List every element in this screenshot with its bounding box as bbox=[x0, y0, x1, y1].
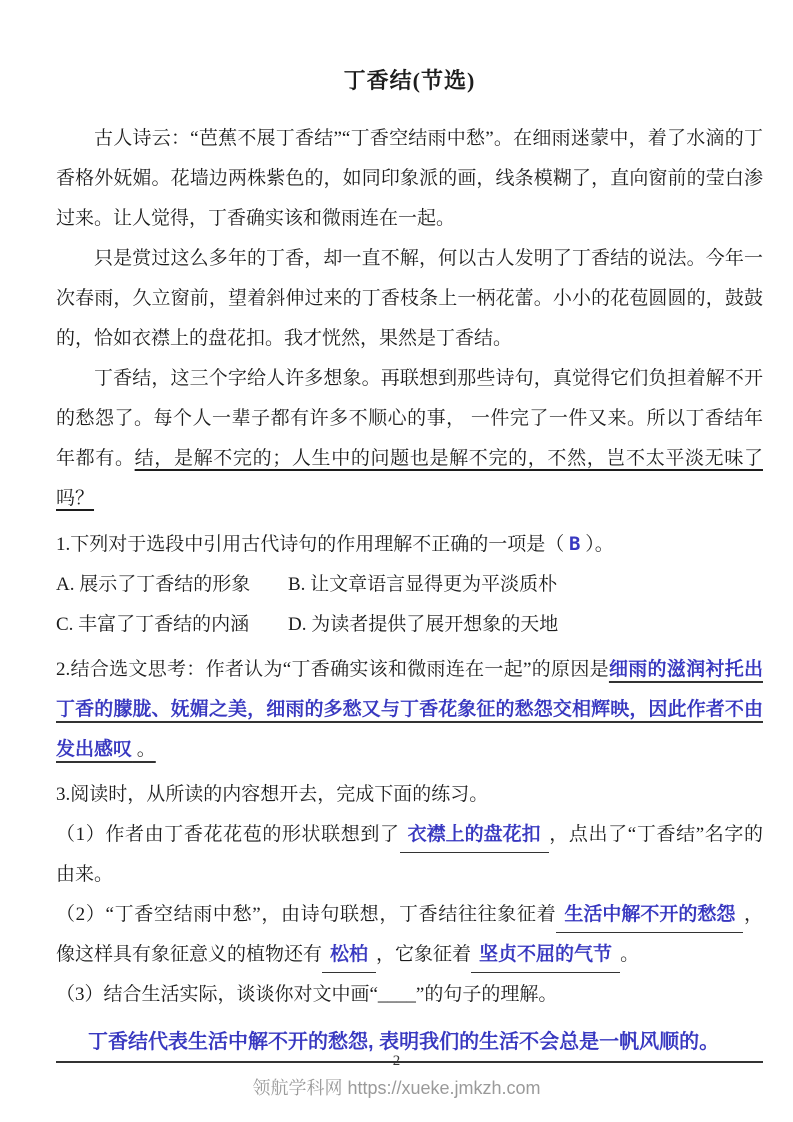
passage-paragraph-1: 古人诗云：“芭蕉不展丁香结”“丁香空结雨中愁”。在细雨迷蒙中，着了水滴的丁香格外妩媚。花墙边两株紫色的，如同印象派的画，线条模糊了，直向窗前的莹白渗过来。让人觉得，丁香确实该和微雨连在一起。 bbox=[56, 128, 763, 229]
watermark-text: 领航学科网 https://xueke.jmkzh.com bbox=[252, 1078, 541, 1098]
page-title: 丁香结(节选) bbox=[343, 68, 476, 93]
question-1-options-row-2 bbox=[56, 605, 763, 645]
question-3-sub-1-prefix: （1）作者由丁香花花苞的形状联想到了 bbox=[56, 824, 400, 845]
question-1-option-c: C. 丰富了丁香结的内涵 bbox=[56, 614, 250, 635]
question-3-sub-2 bbox=[56, 895, 763, 975]
question-3-sub-2-mid-2: ，它象征着 bbox=[376, 944, 472, 965]
question-3-sub-3-answer: 丁香结代表生活中解不开的愁怨, 表明我们的生活不会总是一帆风顺的。 bbox=[88, 1031, 720, 1053]
question-3-sub-3: （3）结合生活实际，谈谈你对文中画“____”的句子的理解。 bbox=[56, 984, 558, 1005]
question-1-stem-text: 1.下列对于选段中引用古代诗句的作用理解不正确的一项是（ bbox=[56, 534, 565, 555]
question-3-sub-2-blank-1 bbox=[556, 898, 743, 933]
passage-underlined-sentence: 结，是解不完的；人生中的问题也是解不完的，不然，岂不太平淡无味了吗？ bbox=[56, 448, 763, 509]
question-3-sub-2-answer-2: 松柏 bbox=[330, 944, 369, 965]
question-2-answer: 细雨的滋润衬托出丁香的朦胧、妩媚之美，细雨的多愁又与丁香花象征的愁怨交相辉映，因此作者不由发出感叹 bbox=[56, 659, 763, 760]
question-3-sub-2-mid-1: ，像这样具有象征意义的植物还有 bbox=[56, 904, 763, 965]
question-3-sub-2-blank-2 bbox=[322, 938, 376, 973]
question-3-sub-1-suffix: ，点出了“丁香结”名字的由来。 bbox=[56, 824, 763, 885]
question-3-sub-2-answer-1: 生活中解不开的愁怨 bbox=[564, 904, 736, 925]
question-1-option-d: D. 为读者提供了展开想象的天地 bbox=[288, 614, 559, 635]
question-1-option-a: A. 展示了丁香结的形象 bbox=[56, 574, 251, 595]
question-3-sub-1 bbox=[56, 815, 763, 895]
question-3-sub-2-blank-3 bbox=[471, 938, 620, 973]
question-1-option-b: B. 让文章语言显得更为平淡质朴 bbox=[288, 574, 558, 595]
question-1-stem-suffix: ）。 bbox=[585, 534, 614, 555]
page-number: 2 bbox=[392, 1053, 401, 1069]
question-3-sub-1-blank bbox=[400, 818, 549, 853]
question-2-suffix: 。 bbox=[132, 739, 156, 760]
passage-paragraph-2: 只是赏过这么多年的丁香，却一直不解，何以古人发明了丁香结的说法。今年一次春雨，久立窗前，望着斜伸过来的丁香枝条上一柄花蕾。小小的花苞圆圆的，鼓鼓的，恰如衣襟上的盘花扣。我才恍然，果然是丁香结。 bbox=[56, 248, 763, 349]
question-1-answer: B bbox=[569, 533, 581, 555]
question-1-options-row-1 bbox=[56, 565, 763, 605]
question-3-sub-1-answer: 衣襟上的盘花扣 bbox=[407, 824, 541, 845]
question-2 bbox=[56, 650, 763, 770]
question-3-sub-2-suffix: 。 bbox=[620, 944, 640, 965]
question-3-sub-2-answer-3: 坚贞不屈的气节 bbox=[479, 944, 613, 965]
question-3-sub-2-prefix: （2）“丁香空结雨中愁”，由诗句联想，丁香结往往象征着 bbox=[56, 904, 557, 925]
question-2-stem: 2.结合选文思考：作者认为“丁香确实该和微雨连在一起”的原因是 bbox=[56, 659, 609, 680]
passage-paragraph-3 bbox=[56, 359, 763, 519]
question-1-stem bbox=[56, 524, 763, 565]
question-3-stem: 3.阅读时，从所读的内容想开去，完成下面的练习。 bbox=[56, 784, 489, 805]
passage-paragraph-3-text: 丁香结，这三个字给人许多想象。再联想到那些诗句，真觉得它们负担着解不开的愁怨了。每个人一辈子都有许多不顺心的事， 一件完了一件又来。所以丁香结年年都有。 bbox=[56, 368, 763, 469]
